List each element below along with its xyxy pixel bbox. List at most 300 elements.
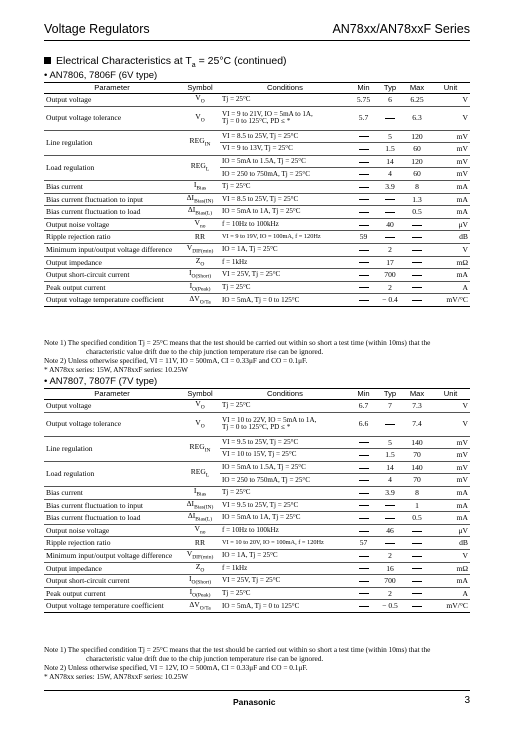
parameter-cell: Bias current [44,486,180,499]
dash-mark [359,505,369,506]
typ-cell: 2 [377,587,403,600]
symbol-cell: $\Delta I_{Bias(IN)}$ [180,193,220,206]
table-row [44,269,470,282]
min-cell [350,549,377,562]
typ-cell: 1.5 [377,143,403,156]
parameter-cell: Output impedance [44,562,180,575]
unit-cell: mA [431,499,470,512]
symbol-cell: $REG_{IN}$ [180,436,220,461]
table-row [44,587,470,600]
parameter-cell: Bias current fluctuation to input [44,193,180,206]
electrical-characteristics-table-6v [44,82,470,307]
max-cell [403,562,431,575]
dash-mark [412,593,422,594]
min-cell: 57 [350,537,377,550]
dash-mark [385,118,395,119]
dash-mark [359,480,369,481]
typ-cell [377,499,403,512]
note-line: * AN78xx series: 15W, AN78xxF series: 10.25W [44,365,189,374]
unit-cell: mV/°C [431,600,470,613]
table-row [44,575,470,588]
min-cell [350,436,377,449]
conditions-cell: VI = 9 to 19V, IO = 100mA, f = 120Hz [220,231,350,244]
parameter-cell: Ripple rejection ratio [44,231,180,244]
dash-mark [412,606,422,607]
typ-cell: 14 [377,461,403,474]
conditions-cell: VI = 9.5 to 25V, Tj = 25°C [220,499,350,512]
dash-mark [412,262,422,263]
typ-cell [377,106,403,130]
max-cell [403,231,431,244]
unit-cell: mV [431,130,470,143]
typ-cell: 16 [377,562,403,575]
conditions-cell: VI = 9 to 21V, IO = 5mA to 1A, Tj = 0 to 125°C, PD ≤ * [220,106,350,130]
unit-cell: dB [431,231,470,244]
column-header: Min [350,389,377,400]
unit-cell: mA [431,180,470,193]
parameter-cell: Bias current fluctuation to input [44,499,180,512]
unit-cell: mV [431,461,470,474]
dash-mark [385,518,395,519]
header-title: Voltage Regulators [44,22,150,36]
table-row [44,206,470,219]
max-cell: 1.3 [403,193,431,206]
unit-cell: mA [431,575,470,588]
parameter-cell: Peak output current [44,587,180,600]
dash-mark [359,568,369,569]
dash-mark [412,237,422,238]
max-cell: 1 [403,499,431,512]
dash-mark [359,518,369,519]
dash-mark [359,493,369,494]
dash-mark [385,505,395,506]
parameter-cell: Bias current fluctuation to load [44,206,180,219]
dash-mark [412,300,422,301]
dash-mark [359,136,369,137]
symbol-cell: RR [180,537,220,550]
typ-cell: 40 [377,218,403,231]
conditions-cell: IO = 5mA to 1A, Tj = 25°C [220,206,350,219]
note-line: Note 2) Unless otherwise specified, VI = 12V, IO = 500mA, CI = 0.33μF and CO = 0.1μF. [44,663,308,672]
dash-mark [359,225,369,226]
min-cell [350,206,377,219]
min-cell [350,449,377,462]
symbol-cell: $V_O$ [180,106,220,130]
max-cell [403,218,431,231]
symbol-cell: $V_{DIF(min)}$ [180,549,220,562]
symbol-cell: $V_O$ [180,400,220,413]
max-cell: 140 [403,436,431,449]
table-row [44,600,470,613]
symbol-cell: $\Delta I_{Bias(IN)}$ [180,499,220,512]
max-cell: 6.3 [403,106,431,130]
unit-cell: A [431,281,470,294]
min-cell: 5.7 [350,106,377,130]
min-cell [350,269,377,282]
table-row [44,436,470,449]
parameter-cell: Load regulation [44,461,180,486]
symbol-cell: $V_O$ [180,412,220,436]
min-cell [350,256,377,269]
table-row [44,256,470,269]
min-cell [350,218,377,231]
min-cell [350,180,377,193]
parameter-cell: Output noise voltage [44,218,180,231]
dash-mark [359,581,369,582]
dash-mark [412,581,422,582]
conditions-cell: VI = 10 to 22V, IO = 5mA to 1A, Tj = 0 to 125°C, PD ≤ * [220,412,350,436]
table-row [44,218,470,231]
conditions-cell: VI = 25V, Tj = 25°C [220,575,350,588]
note-line: Note 1) The specified condition Tj = 25°C means that the test should be carried out within so short a test time (within 10ms) that the [44,645,431,654]
typ-cell [377,206,403,219]
min-cell [350,281,377,294]
unit-cell: mΩ [431,562,470,575]
dash-mark [359,250,369,251]
table-row [44,412,470,436]
column-header: Typ [377,83,403,94]
max-cell: 6.25 [403,94,431,107]
parameter-cell: Output voltage temperature coefficient [44,600,180,613]
note-line: Note 1) The specified condition Tj = 25°C means that the test should be carried out within so short a test time (within 10ms) that the [44,338,431,347]
table-row [44,94,470,107]
symbol-cell: $REG_L$ [180,461,220,486]
unit-cell: mV [431,449,470,462]
unit-cell: V [431,94,470,107]
electrical-characteristics-table-7v [44,388,470,613]
dash-mark [385,237,395,238]
unit-cell: mA [431,193,470,206]
unit-cell: mΩ [431,256,470,269]
table-row [44,549,470,562]
max-cell [403,294,431,307]
min-cell [350,474,377,487]
min-cell [350,486,377,499]
square-bullet-icon [44,57,51,64]
max-cell: 60 [403,143,431,156]
conditions-cell: f = 1kHz [220,562,350,575]
unit-cell: V [431,400,470,413]
dash-mark [359,300,369,301]
dash-mark [359,531,369,532]
max-cell [403,256,431,269]
symbol-cell: $Z_O$ [180,562,220,575]
conditions-cell: Tj = 25°C [220,587,350,600]
symbol-cell: $I_{O(Peak)}$ [180,281,220,294]
symbol-cell: $I_{O(Short)}$ [180,269,220,282]
min-cell [350,512,377,525]
symbol-cell: $V_O$ [180,94,220,107]
dash-mark [359,212,369,213]
min-cell [350,193,377,206]
table1-notes [44,338,474,374]
parameter-cell: Peak output current [44,281,180,294]
unit-cell: mV [431,155,470,168]
table-row [44,499,470,512]
typ-cell: 1.5 [377,449,403,462]
typ-cell [377,512,403,525]
max-cell: 7.3 [403,400,431,413]
conditions-cell: IO = 1A, Tj = 25°C [220,243,350,256]
symbol-cell: $REG_{IN}$ [180,130,220,155]
max-cell: 70 [403,474,431,487]
typ-cell [377,231,403,244]
table1-subtitle: • AN7806, 7806F (6V type) [44,70,158,81]
table-row [44,512,470,525]
note-line: Note 2) Unless otherwise specified, VI = 11V, IO = 500mA, CI = 0.33μF and CO = 0.1μF. [44,356,308,365]
parameter-cell: Bias current fluctuation to load [44,512,180,525]
symbol-cell: $I_{O(Short)}$ [180,575,220,588]
conditions-cell: IO = 250 to 750mA, Tj = 25°C [220,168,350,181]
dash-mark [412,287,422,288]
parameter-cell: Output voltage tolerance [44,106,180,130]
column-header: Max [403,83,431,94]
typ-cell [377,412,403,436]
conditions-cell: VI = 25V, Tj = 25°C [220,269,350,282]
conditions-cell: Tj = 25°C [220,94,350,107]
min-cell [350,130,377,143]
column-header: Conditions [220,83,350,94]
min-cell [350,524,377,537]
table-row [44,180,470,193]
typ-cell: 700 [377,575,403,588]
dash-mark [412,250,422,251]
min-cell [350,600,377,613]
brand-logo: Panasonic [233,697,276,707]
typ-cell: 14 [377,155,403,168]
column-header: Min [350,83,377,94]
dash-mark [359,199,369,200]
parameter-cell: Minimum input/output voltage difference [44,243,180,256]
unit-cell: mV [431,474,470,487]
table2-subtitle: • AN7807, 7807F (7V type) [44,376,158,387]
unit-cell: μV [431,524,470,537]
max-cell: 140 [403,461,431,474]
max-cell [403,549,431,562]
column-header: Max [403,389,431,400]
dash-mark [359,606,369,607]
dash-mark [385,212,395,213]
dash-mark [359,162,369,163]
max-cell: 70 [403,449,431,462]
parameter-cell: Load regulation [44,155,180,180]
dash-mark [385,199,395,200]
typ-cell: 17 [377,256,403,269]
unit-cell: V [431,549,470,562]
parameter-cell: Line regulation [44,130,180,155]
max-cell [403,243,431,256]
typ-cell: 46 [377,524,403,537]
footer-rule [44,690,470,691]
table-row [44,400,470,413]
column-header: Parameter [44,389,180,400]
conditions-cell: IO = 5mA, Tj = 0 to 125°C [220,600,350,613]
dash-mark [359,187,369,188]
parameter-cell: Bias current [44,180,180,193]
typ-cell: 7 [377,400,403,413]
column-header: Unit [431,83,470,94]
conditions-cell: Tj = 25°C [220,281,350,294]
symbol-cell: $Z_O$ [180,256,220,269]
typ-cell: 4 [377,474,403,487]
dash-mark [385,424,395,425]
unit-cell: A [431,587,470,600]
unit-cell: V [431,106,470,130]
note-line: characteristic value drift due to the chip junction temperature rise can be ignored. [86,654,324,663]
min-cell: 6.7 [350,400,377,413]
symbol-cell: $\Delta V_{O/Ta}$ [180,294,220,307]
column-header: Unit [431,389,470,400]
symbol-cell: $I_{Bias}$ [180,180,220,193]
column-header: Typ [377,389,403,400]
table-row [44,106,470,130]
symbol-cell: $V_{no}$ [180,218,220,231]
dash-mark [412,543,422,544]
table-row [44,524,470,537]
min-cell: 59 [350,231,377,244]
column-header: Conditions [220,389,350,400]
max-cell: 8 [403,486,431,499]
symbol-cell: $I_{Bias}$ [180,486,220,499]
dash-mark [412,531,422,532]
max-cell: 8 [403,180,431,193]
conditions-cell: Tj = 25°C [220,486,350,499]
dash-mark [359,275,369,276]
parameter-cell: Ripple rejection ratio [44,537,180,550]
column-header: Symbol [180,83,220,94]
column-header: Parameter [44,83,180,94]
unit-cell: V [431,243,470,256]
unit-cell: mA [431,269,470,282]
min-cell [350,294,377,307]
unit-cell: mA [431,486,470,499]
table-row [44,294,470,307]
conditions-cell: IO = 5mA to 1.5A, Tj = 25°C [220,461,350,474]
min-cell [350,575,377,588]
table-header-row [44,83,470,94]
max-cell [403,575,431,588]
table-row [44,281,470,294]
table-row [44,130,470,143]
min-cell [350,499,377,512]
dash-mark [359,593,369,594]
max-cell [403,537,431,550]
parameter-cell: Output short-circuit current [44,575,180,588]
min-cell [350,155,377,168]
typ-cell: 5 [377,436,403,449]
dash-mark [359,556,369,557]
parameter-cell: Output noise voltage [44,524,180,537]
conditions-cell: IO = 5mA, Tj = 0 to 125°C [220,294,350,307]
typ-cell: 2 [377,549,403,562]
dash-mark [359,287,369,288]
conditions-cell: VI = 8.5 to 25V, Tj = 25°C [220,193,350,206]
symbol-cell: $\Delta V_{O/Ta}$ [180,600,220,613]
conditions-cell: f = 10Hz to 100kHz [220,218,350,231]
table2-notes [44,645,474,681]
max-cell [403,269,431,282]
header-rule [44,40,470,41]
max-cell [403,587,431,600]
symbol-cell: $V_{DIF(min)}$ [180,243,220,256]
dash-mark [412,556,422,557]
conditions-cell: VI = 10 to 20V, IO = 100mA, f = 120Hz [220,537,350,550]
parameter-cell: Output voltage [44,94,180,107]
min-cell [350,143,377,156]
page-number: 3 [464,695,470,706]
table-row [44,193,470,206]
unit-cell: μV [431,218,470,231]
max-cell: 7.4 [403,412,431,436]
conditions-cell: f = 10Hz to 100kHz [220,524,350,537]
conditions-cell: VI = 10 to 15V, Tj = 25°C [220,449,350,462]
unit-cell: dB [431,537,470,550]
parameter-cell: Output short-circuit current [44,269,180,282]
min-cell [350,587,377,600]
max-cell [403,600,431,613]
conditions-cell: IO = 5mA to 1A, Tj = 25°C [220,512,350,525]
typ-cell: 6 [377,94,403,107]
table-row [44,231,470,244]
table-row [44,562,470,575]
unit-cell: mV [431,168,470,181]
typ-cell: 3.9 [377,180,403,193]
dash-mark [412,225,422,226]
unit-cell: mV [431,436,470,449]
conditions-cell: VI = 8.5 to 25V, Tj = 25°C [220,130,350,143]
max-cell [403,281,431,294]
min-cell [350,461,377,474]
conditions-cell: VI = 9.5 to 25V, Tj = 25°C [220,436,350,449]
note-line: * AN78xx series: 15W, AN78xxF series: 10.25W [44,672,189,681]
typ-cell: − 0.4 [377,294,403,307]
min-cell [350,168,377,181]
table-row [44,155,470,168]
conditions-cell: f = 1kHz [220,256,350,269]
dash-mark [412,275,422,276]
max-cell: 0.5 [403,512,431,525]
table-row [44,486,470,499]
symbol-cell: $V_{no}$ [180,524,220,537]
note-line: characteristic value drift due to the chip junction temperature rise can be ignored. [86,347,324,356]
conditions-cell: IO = 5mA to 1.5A, Tj = 25°C [220,155,350,168]
dash-mark [359,468,369,469]
parameter-cell: Output impedance [44,256,180,269]
unit-cell: mA [431,512,470,525]
unit-cell: mV/°C [431,294,470,307]
parameter-cell: Output voltage tolerance [44,412,180,436]
typ-cell: 3.9 [377,486,403,499]
parameter-cell: Output voltage [44,400,180,413]
conditions-cell: IO = 1A, Tj = 25°C [220,549,350,562]
conditions-cell: IO = 250 to 750mA, Tj = 25°C [220,474,350,487]
symbol-cell: $\Delta I_{Bias(L)}$ [180,512,220,525]
typ-cell: 700 [377,269,403,282]
conditions-cell: Tj = 25°C [220,180,350,193]
typ-cell: 2 [377,243,403,256]
typ-cell [377,537,403,550]
typ-cell: − 0.5 [377,600,403,613]
parameter-cell: Line regulation [44,436,180,461]
header-series: AN78xx/AN78xxF Series [332,22,470,36]
table-row [44,461,470,474]
parameter-cell: Output voltage temperature coefficient [44,294,180,307]
dash-mark [359,262,369,263]
table-header-row [44,389,470,400]
min-cell [350,243,377,256]
dash-mark [359,174,369,175]
table-row [44,243,470,256]
